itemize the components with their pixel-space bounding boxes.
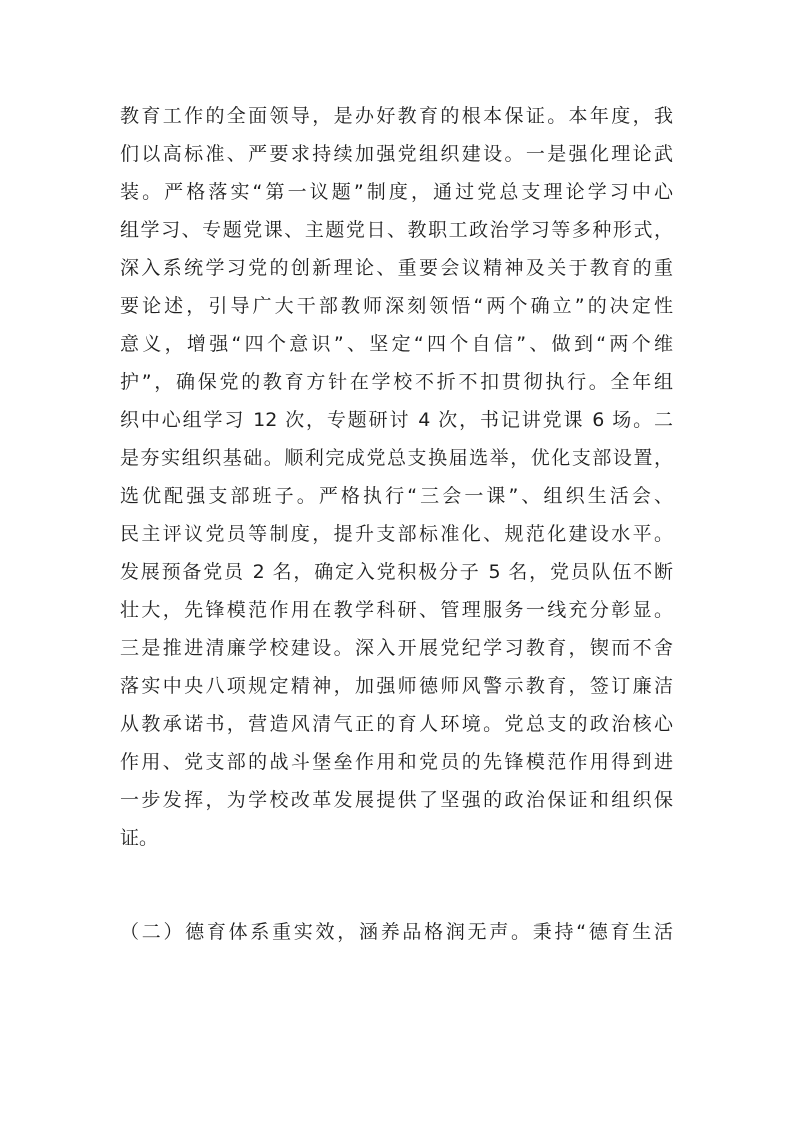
text-line: 落实中央八项规定精神，加强师德师风警示教育，签订廉洁 [120, 675, 673, 697]
text-line: 一步发挥，为学校改革发展提供了坚强的政治保证和组织保 [120, 789, 673, 811]
text-line: 从教承诺书，营造风清气正的育人环境。党总支的政治核心 [120, 713, 673, 735]
text-line: 要论述，引导广大干部教师深刻领悟“两个确立”的决定性 [120, 295, 673, 317]
text-line: 壮大，先锋模范作用在教学科研、管理服务一线充分彰显。 [120, 599, 673, 621]
text-line: 教育工作的全面领导，是办好教育的根本保证。本年度，我 [120, 105, 673, 127]
text-line: 护”，确保党的教育方针在学校不折不扣贯彻执行。全年组 [120, 371, 673, 393]
text-line: 发展预备党员 2 名，确定入党积极分子 5 名，党员队伍不断 [120, 561, 673, 583]
text-line: 证。 [120, 827, 159, 849]
text-line: （二）德育体系重实效，涵养品格润无声。秉持“德育生活 [120, 921, 673, 943]
text-line: 装。严格落实“第一议题”制度，通过党总支理论学习中心 [120, 181, 673, 203]
text-line: 组学习、专题党课、主题党日、教职工政治学习等多种形式， [120, 219, 673, 241]
text-line: 们以高标准、严要求持续加强党组织建设。一是强化理论武 [120, 143, 673, 165]
text-line: 作用、党支部的战斗堡垒作用和党员的先锋模范作用得到进 [120, 751, 673, 773]
text-line: 是夯实组织基础。顺利完成党总支换届选举，优化支部设置， [120, 447, 673, 469]
text-line: 民主评议党员等制度，提升支部标准化、规范化建设水平。 [120, 523, 673, 545]
text-line: 选优配强支部班子。严格执行“三会一课”、组织生活会、 [120, 485, 673, 507]
text-line: 织中心组学习 12 次，专题研讨 4 次，书记讲党课 6 场。二 [120, 409, 673, 431]
text-line: 意义，增强“四个意识”、坚定“四个自信”、做到“两个维 [120, 333, 673, 355]
text-line: 深入系统学习党的创新理论、重要会议精神及关于教育的重 [120, 257, 673, 279]
text-line: 三是推进清廉学校建设。深入开展党纪学习教育，锲而不舍 [120, 637, 673, 659]
